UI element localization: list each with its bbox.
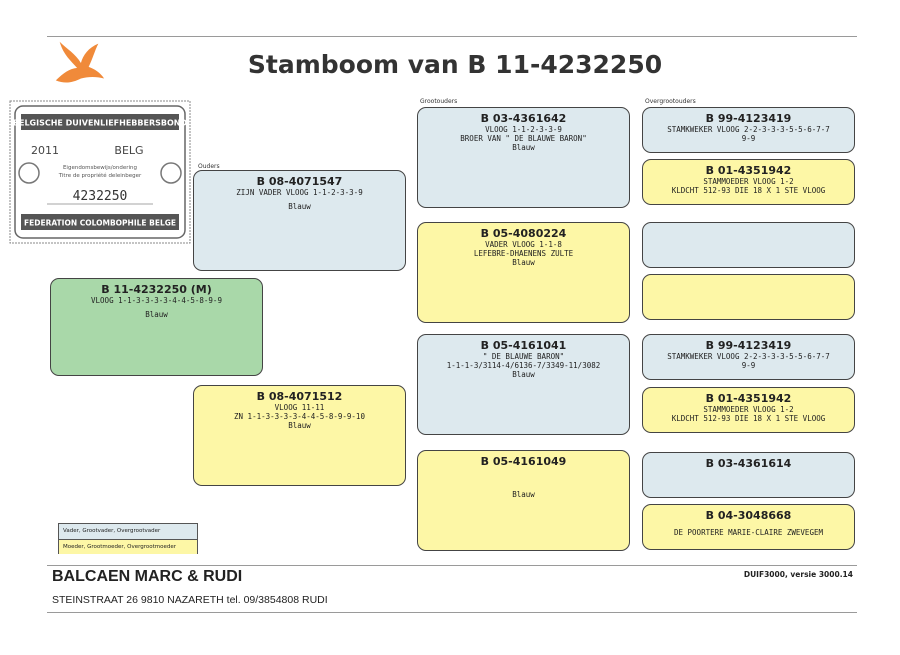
ring-number: B 01-4351942 [705,392,792,405]
ring-number: B 08-4071512 [256,390,343,403]
pedigree-line: ZIJN VADER VLOOG 1-1-2-3-3-9 [236,188,363,197]
pigeon-card-great-grandparent-7[interactable] [642,452,855,498]
owner-address: STEINSTRAAT 26 9810 NAZARETH tel. 09/3854808 RUDI [52,594,328,606]
pedigree-line: BROER VAN " DE BLAUWE BARON" [460,134,587,143]
pedigree-line: DE POORTERE MARIE-CLAIRE ZWEVEGEM [673,528,823,537]
pigeon-card-great-grandparent-4[interactable] [642,274,855,320]
section-label-parents: Ouders [198,163,220,170]
pigeon-card-grandmother-maternal[interactable] [417,450,630,551]
ring-number: B 05-4161041 [480,339,567,352]
pigeon-card-great-grandparent-3[interactable] [642,222,855,268]
pigeon-card-great-grandparent-5[interactable] [642,334,855,380]
ring-number: B 11-4232250 (M) [101,283,212,296]
color-text: Blauw [512,490,535,499]
pedigree-line: LEFEBRE-DHAENENS ZULTE [473,249,574,258]
ring-number: B 01-4351942 [705,164,792,177]
color-text: Blauw [512,258,535,267]
pigeon-card-subject[interactable] [50,278,263,376]
pedigree-line: STAMMOEDER VLOOG 1-2 [703,405,794,414]
pedigree-line: " DE BLAUWE BARON" [482,352,565,361]
pedigree-line: VLOOG 1-1-2-3-3-9 [485,125,562,134]
pedigree-line: STAMKWEKER VLOOG 2-2-3-3-3-5-5-6-7-7 [667,352,830,361]
section-label-great-grandparents: Overgrootouders [645,98,696,105]
ring-number: B 99-4123419 [705,112,792,125]
pigeon-card-great-grandparent-1[interactable] [642,107,855,153]
footer-rule-top [47,565,857,566]
ring-certificate-seal [7,98,193,246]
seal-country: BELG [114,144,144,157]
pigeon-card-grandfather-paternal[interactable] [417,107,630,208]
seal-year: 2011 [31,144,59,157]
pedigree-line: STAMMOEDER VLOOG 1-2 [703,177,794,186]
ring-number: B 03-4361614 [705,457,792,470]
pedigree-line: VLOOG 11-11 [274,403,325,412]
seal-line2: Titre de propriété deleinbeger [58,173,142,179]
color-text: Blauw [288,421,311,430]
ring-number: B 04-3048668 [705,509,792,522]
top-rule [47,36,857,37]
pedigree-line: 9-9 [741,134,756,143]
section-label-grandparents: Grootouders [420,98,458,105]
page-title: Stamboom van B 11-4232250 [247,50,663,79]
pedigree-line: ZN 1-1-3-3-3-3-4-4-5-8-9-9-10 [234,412,365,421]
pedigree-line: KLDCHT 512-93 DIE 18 X 1 STE VLOOG [671,186,826,195]
footer-rule-bottom [47,612,857,613]
pigeon-card-great-grandparent-6[interactable] [642,387,855,433]
ring-number: B 03-4361642 [480,112,567,125]
pedigree-line: STAMKWEKER VLOOG 2-2-3-3-3-5-5-6-7-7 [667,125,830,134]
ring-number: B 05-4080224 [480,227,567,240]
pigeon-card-grandmother-paternal[interactable] [417,222,630,323]
pigeon-card-great-grandparent-2[interactable] [642,159,855,205]
pedigree-line: 9-9 [741,361,756,370]
pedigree-line: VLOOG 1-1-3-3-3-3-4-4-5-8-9-9 [91,296,222,305]
color-text: Blauw [512,143,535,152]
legend-male: Vader, Grootvader, Overgrootvader [59,524,197,540]
seal-number: 4232250 [72,189,128,204]
seal-line1: Eigendomsbewijs/ondering [62,165,138,171]
legend-female: Moeder, Grootmoeder, Overgrootmoeder [59,540,197,555]
pedigree-line: VADER VLOOG 1-1-8 [485,240,562,249]
software-version: DUIF3000, versie 3000.14 [743,570,853,579]
pigeon-card-grandfather-maternal[interactable] [417,334,630,435]
seal-top-text: BELGISCHE DUIVENLIEFHEBBERSBOND [12,118,188,128]
ring-number: B 08-4071547 [256,175,343,188]
pigeon-card-father[interactable] [193,170,406,271]
pigeon-card-mother[interactable] [193,385,406,486]
pedigree-line: 1-1-1-3/3114-4/6136-7/3349-11/3082 [446,361,601,370]
seal-bottom-text: FEDERATION COLOMBOPHILE BELGE [23,218,177,228]
pigeon-card-great-grandparent-8[interactable] [642,504,855,550]
color-text: Blauw [288,202,311,211]
color-text: Blauw [512,370,535,379]
owner-name: BALCAEN MARC & RUDI [52,568,243,585]
legend [58,523,198,554]
color-text: Blauw [145,310,168,319]
ring-number: B 05-4161049 [480,455,567,468]
bird-logo-icon [50,34,108,92]
ring-number: B 99-4123419 [705,339,792,352]
pedigree-line: KLDCHT 512-93 DIE 18 X 1 STE VLOOG [671,414,826,423]
